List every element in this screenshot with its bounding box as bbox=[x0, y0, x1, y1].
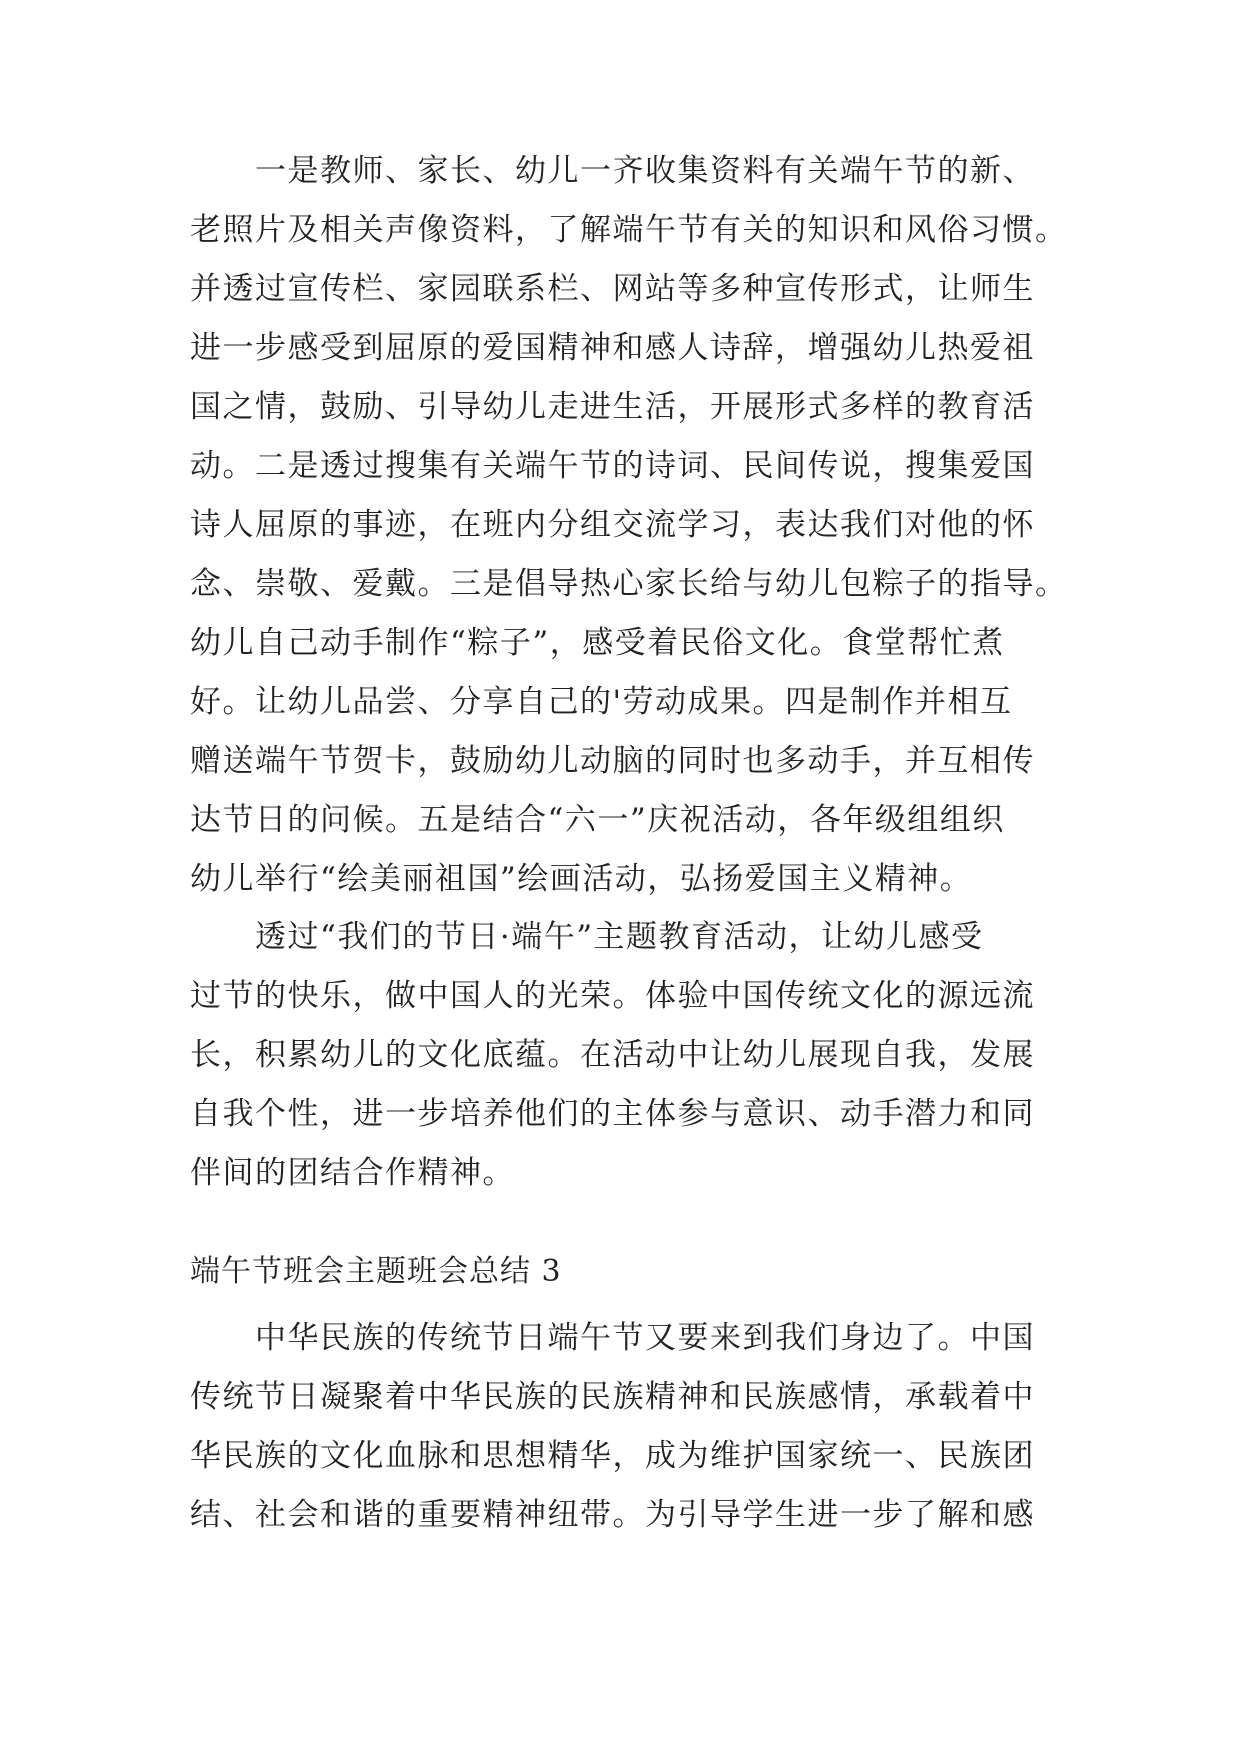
paragraph-line: 国之情，鼓励、引导幼儿走进生活，开展形式多样的教育活 bbox=[190, 389, 1035, 425]
paragraph-line: 达节日的问候。五是结合“六一”庆祝活动，各年级组组织 bbox=[190, 802, 1005, 838]
paragraph-line: 诗人屈原的事迹，在班内分组交流学习，表达我们对他的怀 bbox=[190, 507, 1035, 543]
paragraph-line: 好。让幼儿品尝、分享自己的'劳动成果。四是制作并相互 bbox=[190, 684, 1013, 720]
paragraph-line: 进一步感受到屈原的爱国精神和感人诗辞，增强幼儿热爱祖 bbox=[190, 330, 1035, 366]
section-heading: 端午节班会主题班会总结 3 bbox=[190, 1254, 562, 1289]
paragraph-line: 传统节日凝聚着中华民族的民族精神和民族感情，承载着中 bbox=[190, 1379, 1035, 1415]
paragraph-3 bbox=[190, 1309, 1050, 1545]
paragraph-line: 伴间的团结合作精神。 bbox=[190, 1155, 515, 1191]
paragraph-line: 幼儿自己动手制作“粽子”，感受着民俗文化。食堂帮忙煮 bbox=[190, 625, 1005, 661]
paragraph-line: 老照片及相关声像资料，了解端午节有关的知识和风俗习惯。 bbox=[190, 212, 1068, 248]
paragraph-line: 动。二是透过搜集有关端午节的诗词、民间传说，搜集爱国 bbox=[190, 448, 1035, 484]
paragraph-line: 中华民族的传统节日端午节又要来到我们身边了。中国 bbox=[190, 1320, 1035, 1356]
paragraph-line: 透过“我们的节日·端午”主题教育活动，让幼儿感受 bbox=[190, 919, 984, 955]
paragraph-line: 自我个性，进一步培养他们的主体参与意识、动手潜力和同 bbox=[190, 1096, 1035, 1132]
paragraph-line: 结、社会和谐的重要精神纽带。为引导学生进一步了解和感 bbox=[190, 1497, 1035, 1533]
paragraph-line: 长，积累幼儿的文化底蕴。在活动中让幼儿展现自我，发展 bbox=[190, 1037, 1035, 1073]
paragraph-2 bbox=[190, 908, 1050, 1203]
paragraph-line: 念、崇敬、爱戴。三是倡导热心家长给与幼儿包粽子的指导。 bbox=[190, 566, 1068, 602]
paragraph-1 bbox=[190, 142, 1068, 909]
paragraph-line: 华民族的文化血脉和思想精华，成为维护国家统一、民族团 bbox=[190, 1438, 1035, 1474]
paragraph-line: 幼儿举行“绘美丽祖国”绘画活动，弘扬爱国主义精神。 bbox=[190, 861, 973, 897]
paragraph-line: 过节的快乐，做中国人的光荣。体验中国传统文化的源远流 bbox=[190, 978, 1035, 1014]
paragraph-line: 一是教师、家长、幼儿一齐收集资料有关端午节的新、 bbox=[190, 153, 1035, 189]
paragraph-line: 并透过宣传栏、家园联系栏、网站等多种宣传形式，让师生 bbox=[190, 271, 1035, 307]
paragraph-line: 赠送端午节贺卡，鼓励幼儿动脑的同时也多动手，并互相传 bbox=[190, 743, 1035, 779]
